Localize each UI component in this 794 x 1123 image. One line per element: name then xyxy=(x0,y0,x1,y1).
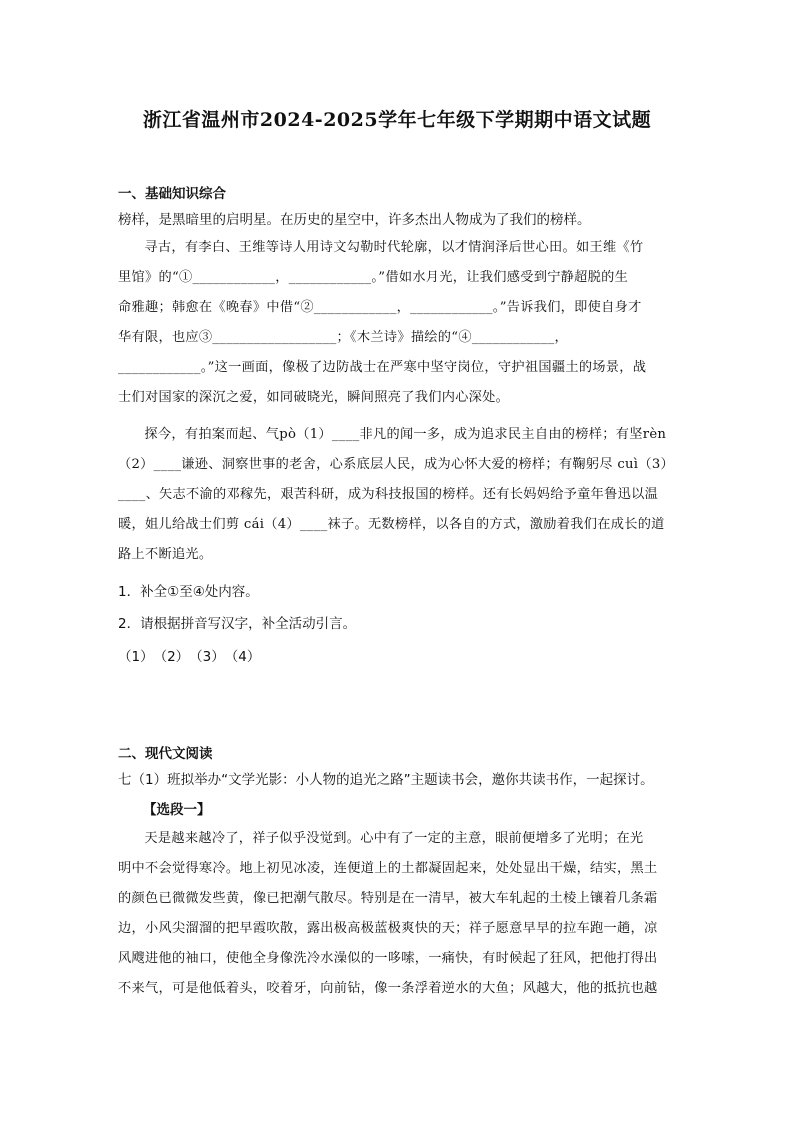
section-2-intro: 七（1）班拟举办“文学光影：小人物的追光之路”主题读书会，邀你共读书作，一起探讨。 xyxy=(118,772,654,788)
text-line: 士们对国家的深沉之爱，如同破晓光，瞬间照亮了我们内心深处。 xyxy=(118,390,510,405)
section-heading-1: 一、基础知识综合 xyxy=(118,186,226,202)
selection-label: 【选段一】 xyxy=(143,802,211,818)
text-line: 华有限，也应③__________________；《木兰诗》描绘的“④____________， xyxy=(118,330,569,345)
text-line: 的颜色已微微发些黄，像已把潮气散尽。特别是在一清早，被大车轧起的土棱上镶着几条霜 xyxy=(118,891,658,906)
text-line: ____________。”这一画面，像极了边防战士在严寒中坚守岗位，守护祖国疆土的场景，战 xyxy=(118,360,647,375)
text-line: 寻古，有李白、王维等诗人用诗文勾勒时代轮廓，以才情润泽后世心田。如王维《竹 xyxy=(144,240,644,255)
text-line: ____、矢志不渝的邓稼先，艰苦科研，成为科技报国的榜样。还有长妈妈给予童年鲁迅以温 xyxy=(118,487,659,502)
paragraph-ancient xyxy=(118,233,678,413)
section-heading-2: 二、现代文阅读 xyxy=(118,746,213,762)
text-line: 命雅趣；韩愈在《晚春》中借“②____________，____________。”告诉我们，即使自身才 xyxy=(118,300,642,315)
text-line: 天是越来越冷了，祥子似乎没觉到。心中有了一定的主意，眼前便增多了光明；在光 xyxy=(144,831,644,846)
answer-slots: （1） （2） （3） （4） xyxy=(118,649,261,665)
text-line: 风飕进他的袖口，使他全身像洗冷水澡似的一哆嗦，一痛快，有时候起了狂风，把他打得出 xyxy=(118,951,658,966)
text-line: 里馆》的“①____________，____________。”借如水月光，让我们感受到宁静超脱的生 xyxy=(118,270,629,285)
text-line: 不来气，可是他低着头，咬着牙，向前钻，像一条浮着逆水的大鱼；风越大，他的抵抗也越 xyxy=(118,981,658,996)
question-1: 1．补全①至④处内容。 xyxy=(118,584,259,600)
reading-passage xyxy=(118,824,678,1004)
paragraph-modern xyxy=(118,420,678,570)
text-line: 明中不会觉得寒冷。地上初见冰凌，连便道上的土都凝固起来，处处显出干燥，结实，黑土 xyxy=(118,861,658,876)
text-line: 暖，姐儿给战士们剪 cái（4）____袜子。无数榜样，以各自的方式，激励着我们在成长的道 xyxy=(118,517,665,532)
question-2: 2．请根据拼音写汉字，补全活动引言。 xyxy=(118,616,357,632)
text-line: 探今，有拍案而起、气pò（1）____非凡的闻一多，成为追求民主自由的榜样；有坚rèn xyxy=(144,427,667,442)
section-1-intro: 榜样，是黑暗里的启明星。在历史的星空中，许多杰出人物成为了我们的榜样。 xyxy=(118,212,591,228)
text-line: （2）____谦逊、洞察世事的老舍，心系底层人民，成为心怀大爱的榜样；有鞠躬尽 cuì（3） xyxy=(118,457,674,472)
page-title: 浙江省温州市2024-2025学年七年级下学期期中语文试题 xyxy=(142,109,652,131)
text-line: 边，小风尖溜溜的把早霞吹散，露出极高极蓝极爽快的天；祥子愿意早早的拉车跑一趟，凉 xyxy=(118,921,658,936)
text-line: 路上不断追光。 xyxy=(118,547,213,562)
